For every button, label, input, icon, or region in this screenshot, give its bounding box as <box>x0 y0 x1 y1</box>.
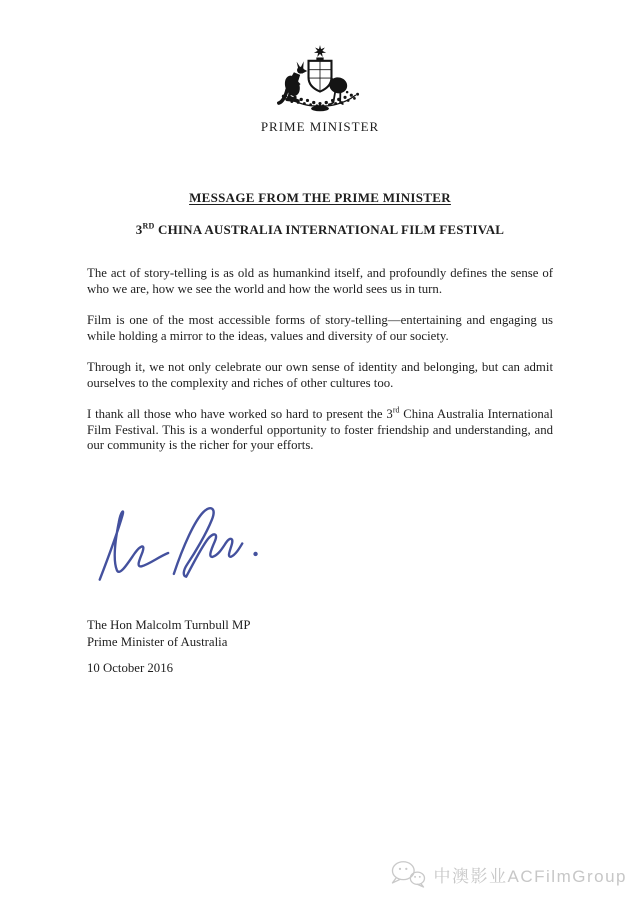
paragraph-2: Film is one of the most accessible forms of story-telling—entertaining and engaging us while holding a mirror to the ideas, values and diversity of our society. <box>87 313 553 343</box>
paragraph-4-rest: China Australia International Film Festival. This is a wonderful opportunity to foster friendship and understanding, and our community is the richer for your efforts. <box>87 407 554 452</box>
subtitle-number: 3 <box>135 222 143 237</box>
australian-coat-of-arms-icon <box>272 42 368 113</box>
watermark <box>389 858 627 890</box>
letterhead-title: PRIME MINISTER <box>260 119 380 134</box>
letter-title <box>0 190 640 206</box>
paragraph-1: The act of story-telling is as old as humankind itself, and profoundly defines the sense of who we are, how we see the world and how the world sees us in turn. <box>87 266 553 296</box>
wechat-logo-icon <box>389 858 427 890</box>
letter-subtitle <box>0 222 640 238</box>
letter-body <box>87 266 553 470</box>
shield <box>309 61 332 92</box>
paragraph-4-ordinal: rd <box>392 405 400 415</box>
subtitle-text: CHINA AUSTRALIA INTERNATIONAL FILM FESTIVAL <box>154 222 505 237</box>
watermark-text: 中澳影业ACFilmGroup <box>433 866 627 886</box>
signatory-name: The Hon Malcolm Turnbull MP <box>87 618 251 632</box>
subtitle-ordinal: RD <box>142 221 155 231</box>
paragraph-4-lead: I thank all those who have worked so hard to present the 3 <box>87 407 393 421</box>
letterhead <box>0 42 640 135</box>
signatory-title: Prime Minister of Australia <box>87 634 228 649</box>
letter-title-text: MESSAGE FROM THE PRIME MINISTER <box>189 190 451 205</box>
paragraph-3: Through it, we not only celebrate our own sense of identity and belonging, but can admit ourselves to the complexity and riches of other cultures too. <box>87 360 553 390</box>
signatory-block <box>87 617 251 651</box>
paragraph-4 <box>87 407 553 454</box>
letter-date: 10 October 2016 <box>87 661 174 675</box>
signature-image <box>88 496 273 591</box>
